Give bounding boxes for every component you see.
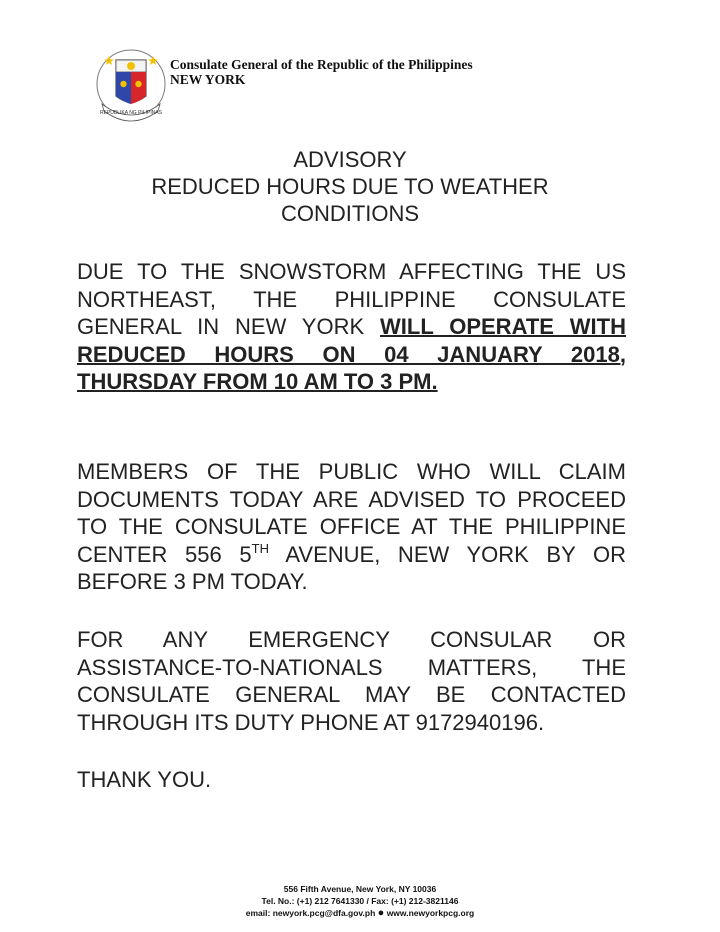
paragraph-document-claims	[77, 458, 626, 596]
paragraph-1-intro: DUE TO THE SNOWSTORM AFFECTING THE US NORTHEAST, THE PHILIPPINE CONSULATE GENERAL IN NEW YORK	[77, 259, 626, 339]
letterhead	[96, 44, 696, 124]
footer-web-line	[160, 907, 560, 919]
ordinal-suffix: TH	[251, 540, 269, 556]
paragraph-2-after: AVENUE, NEW YORK BY OR BEFORE 3 PM TODAY.	[77, 541, 626, 594]
reduced-hours-emphasis: WILL OPERATE WITH REDUCED HOURS ON 04 JANUARY 2018, THURSDAY FROM 10 AM TO 3 PM.	[77, 314, 626, 394]
footer-address: 556 Fifth Avenue, New York, NY 10036	[283, 884, 437, 894]
paragraph-closing: THANK YOU.	[77, 767, 212, 792]
footer-website: www.newyorkpcg.org	[386, 908, 475, 918]
org-block	[170, 57, 473, 87]
title-line-2: REDUCED HOURS DUE TO WEATHER	[151, 174, 549, 199]
advisory-title	[60, 146, 640, 227]
paragraph-2-before: MEMBERS OF THE PUBLIC WHO WILL CLAIM DOCUMENTS TODAY ARE ADVISED TO PROCEED TO THE CONSULATE OFFICE AT THE PHILIPPINE CENTER 556 5	[77, 459, 626, 567]
title-line-1: ADVISORY	[293, 147, 407, 172]
bullet-icon: ●	[377, 907, 385, 919]
philippine-seal-icon	[96, 44, 166, 124]
title-line-3: CONDITIONS	[280, 201, 420, 226]
footer-phones: Tel. No.: (+1) 212 7641330 / Fax: (+1) 212-3821146	[261, 896, 459, 906]
paragraph-emergency-contact: FOR ANY EMERGENCY CONSULAR OR ASSISTANCE-TO-NATIONALS MATTERS, THE CONSULATE GENERAL MAY BE CONTACTED THROUGH ITS DUTY PHONE AT 9172940196.	[77, 627, 626, 735]
footer-email: email: newyork.pcg@dfa.gov.ph	[245, 908, 376, 918]
org-name: Consulate General of the Republic of the Philippines	[170, 57, 473, 72]
footer-contact	[160, 883, 560, 919]
paragraph-operating-hours	[77, 258, 626, 396]
org-city: NEW YORK	[170, 72, 246, 87]
svg-text:REPUBLIKA NG PILIPINAS: REPUBLIKA NG PILIPINAS	[100, 110, 162, 116]
